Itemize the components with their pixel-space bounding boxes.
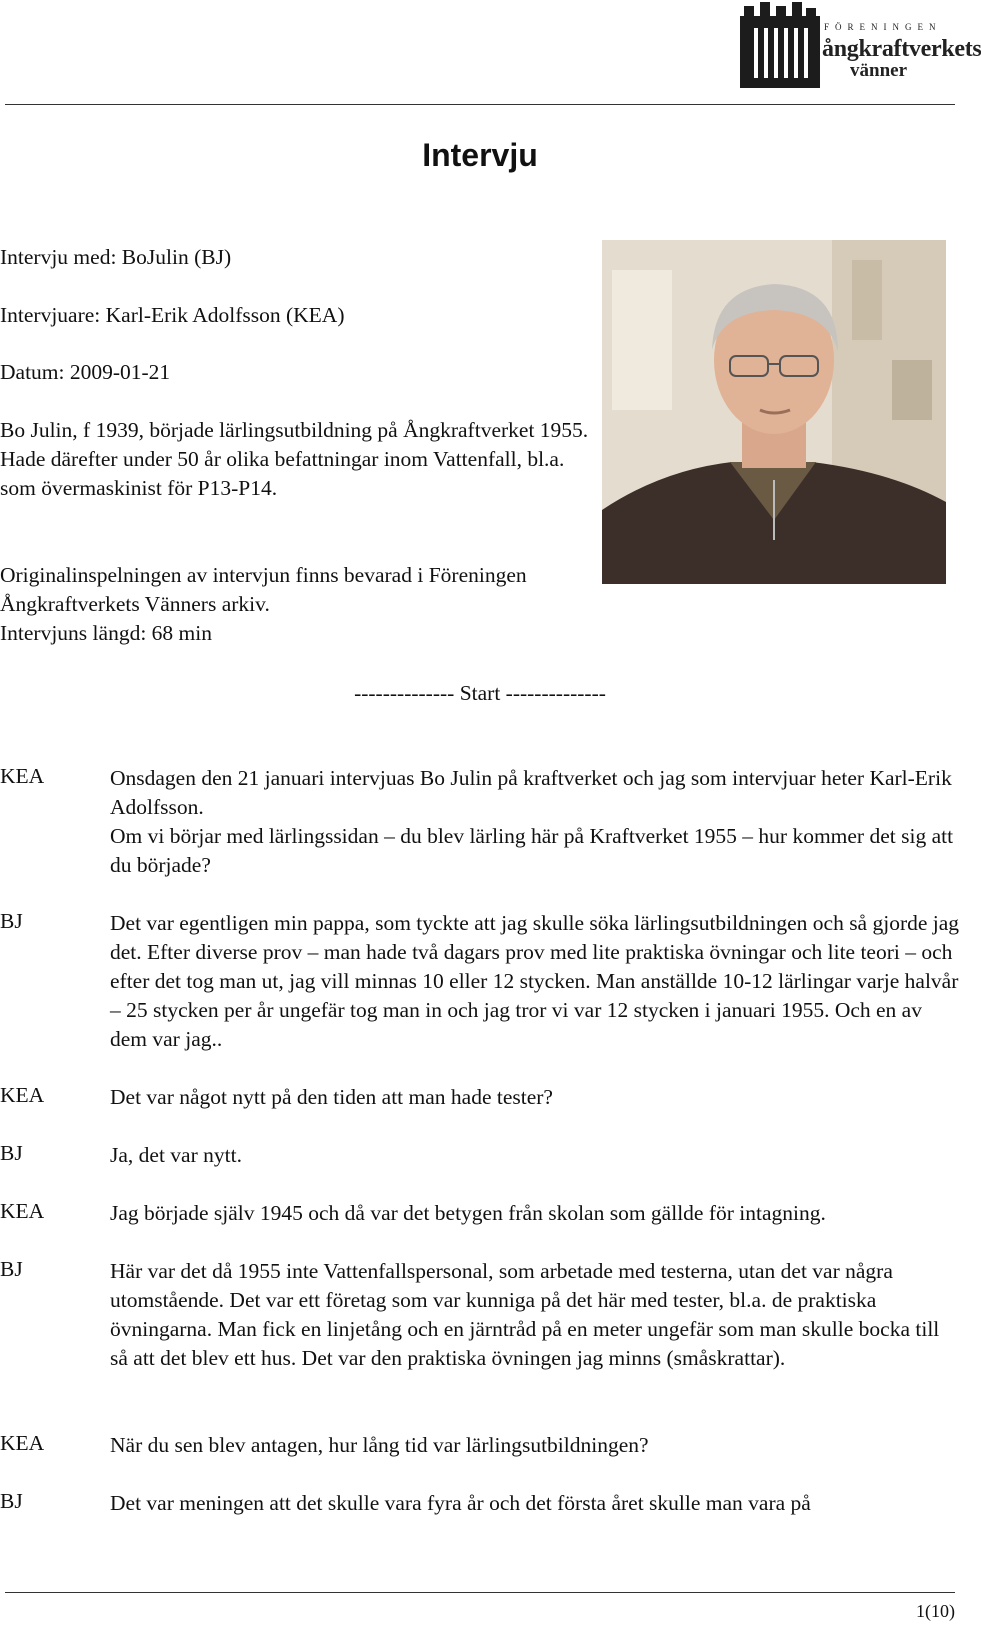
utterance-text: Jag började själv 1945 och då var det betygen från skolan som gällde för intagning. [110, 1201, 826, 1225]
logo-line-foreningen: FÖRENINGEN [824, 22, 942, 32]
header-rule [5, 104, 955, 105]
speaker-label: KEA [0, 1431, 45, 1455]
speaker-label: BJ [0, 909, 23, 933]
start-divider: -------------- Start -------------- [354, 681, 606, 705]
footer-rule [5, 1592, 955, 1593]
archive-note: Originalinspelningen av intervjun finns bevarad i Föreningen Ångkraftverkets Vänners arkiv. [0, 563, 527, 616]
speaker-label: BJ [0, 1141, 23, 1165]
speaker-label: KEA [0, 764, 45, 788]
portrait-photo [602, 240, 946, 584]
page-number: 1(10) [916, 1601, 955, 1621]
interviewer: Intervjuare: Karl-Erik Adolfsson (KEA) [0, 303, 345, 327]
interview-length: Intervjuns längd: 68 min [0, 621, 212, 645]
utterance-text: När du sen blev antagen, hur lång tid var lärlingsutbildningen? [110, 1433, 649, 1457]
logo-line-angkraftverkets: ångkraftverkets [822, 36, 981, 62]
interview-with: Intervju med: BoJulin (BJ) [0, 245, 232, 269]
speaker-label: KEA [0, 1199, 45, 1223]
logo-line-vanner: vänner [850, 60, 907, 81]
utterance-text: Det var egentligen min pappa, som tyckte att jag skulle söka lärlingsutbildningen och så gjorde jag det. Efter diverse prov – man hade två dagars prov med lite praktiska övningar och lite teori – och efter det tog man ut, jag vill minnas 10 eller 12 stycken. Man anställde 10-12 lärlingar varje halvår – 25 stycken per år ungefär tog man in och jag tror vi var 12 stycken i januari 1955. Och en av dem var jag.. [110, 911, 960, 1051]
utterance-text: Onsdagen den 21 januari intervjuas Bo Julin på kraftverket och jag som intervjuar heter Karl-Erik Adolfsson. [110, 766, 952, 819]
page-title: Intervju [422, 137, 538, 173]
utterance-text: Det var meningen att det skulle vara fyra år och det första året skulle man vara på [110, 1491, 811, 1515]
utterance-text: Här var det då 1955 inte Vattenfallspersonal, som arbetade med testerna, utan det var några utomstående. Det var ett företag som var kunniga på det här med tester, bl.a. de praktiska övningarna. Man fick en linjetång och en järntråd på en meter ungefär som man skulle bocka till så att det blev ett hus. Det var den praktiska övningen jag minns (småskrattar). [110, 1259, 940, 1370]
utterance-text: Det var något nytt på den tiden att man hade tester? [110, 1085, 553, 1109]
speaker-label: KEA [0, 1083, 45, 1107]
utterance-text: Ja, det var nytt. [110, 1143, 242, 1167]
speaker-label: BJ [0, 1489, 23, 1513]
speaker-label: BJ [0, 1257, 23, 1281]
association-logo [740, 2, 981, 90]
bio-paragraph: Bo Julin, f 1939, började lärlingsutbildning på Ångkraftverket 1955. Hade därefter under 50 år olika befattningar inom Vattenfall, bl.a. som övermaskinist för P13-P14. [0, 418, 589, 500]
utterance-text: Om vi börjar med lärlingssidan – du blev lärling här på Kraftverket 1955 – hur kommer det sig att du började? [110, 824, 954, 877]
castle-logo-icon [740, 2, 820, 88]
interview-date: Datum: 2009-01-21 [0, 360, 171, 384]
